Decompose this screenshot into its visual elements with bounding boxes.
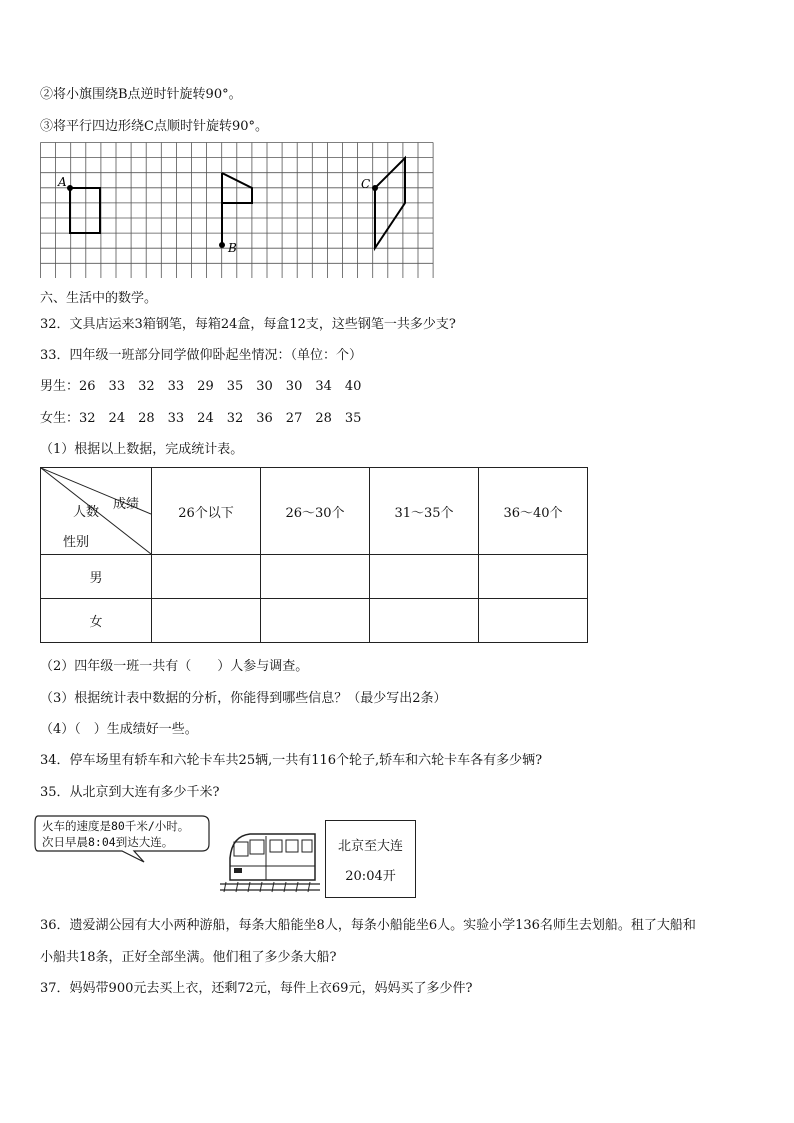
label-b: B — [228, 241, 237, 255]
question-34: 34．停车场里有轿车和六轮卡车共25辆,一共有116个轮子,轿车和六轮卡车各有多少辆? — [40, 753, 543, 768]
instruction-rotate-parallelogram: ③将平行四边形绕C点顺时针旋转90°。 — [40, 119, 268, 134]
bubble-line-2: 次日早晨8:04到达大连。 — [42, 835, 174, 849]
question-33-part-2: （2）四年级一班一共有（ ）人参与调查。 — [40, 659, 309, 674]
instruction-rotate-flag: ②将小旗围绕B点逆时针旋转90°。 — [40, 87, 242, 102]
question-33: 33．四年级一班部分同学做仰卧起坐情况：（单位：个） — [40, 348, 363, 363]
answer-cell[interactable] — [152, 599, 261, 643]
departure-sign — [325, 820, 416, 898]
answer-cell[interactable] — [370, 599, 479, 643]
question-32: 32．文具店运来3箱钢笔，每箱24盒，每盒12支，这些钢笔一共多少支? — [40, 317, 456, 332]
statistics-table — [40, 467, 588, 643]
train-icon — [220, 828, 322, 896]
header-gender-label: 性别 — [63, 535, 90, 550]
answer-cell[interactable] — [152, 555, 261, 599]
answer-cell[interactable] — [261, 555, 370, 599]
question-33-part-3: （3）根据统计表中数据的分析，你能得到哪些信息？（最少写出2条） — [40, 691, 447, 706]
column-header: 36～40个 — [479, 468, 588, 555]
answer-cell[interactable] — [479, 555, 588, 599]
section-six-title: 六、生活中的数学。 — [40, 291, 158, 306]
girls-data: 女生：32 24 28 33 24 32 36 27 28 35 — [40, 411, 362, 426]
question-36-line-1: 36．遗爱湖公园有大小两种游船，每条大船能坐8人，每条小船能坐6人。实验小学136名师生去划船。租了大船和 — [40, 918, 696, 933]
question-33-part-4: （4）（ ）生成绩好一些。 — [40, 722, 198, 737]
column-header: 26个以下 — [152, 468, 261, 555]
label-c: C — [361, 177, 371, 191]
row-header-boys: 男 — [41, 555, 152, 599]
sign-route: 北京至大连 — [337, 839, 403, 854]
header-score-label: 成绩 — [113, 497, 140, 512]
point-c — [372, 185, 378, 191]
rectangle-shape — [70, 188, 100, 233]
point-b — [219, 242, 225, 248]
header-count-label: 人数 — [73, 505, 100, 520]
row-header-girls: 女 — [41, 599, 152, 643]
question-33-part-1: （1）根据以上数据，完成统计表。 — [40, 442, 244, 457]
rotation-grid-figure — [40, 142, 436, 282]
label-a: A — [58, 175, 67, 189]
table-row — [41, 555, 588, 599]
question-35: 35．从北京到大连有多少千米? — [40, 785, 220, 800]
question-36-line-2: 小船共18条，正好全部坐满。他们租了多少条大船? — [40, 950, 337, 965]
diagonal-header-cell — [41, 468, 152, 555]
table-row — [41, 599, 588, 643]
boys-data: 男生：26 33 32 33 29 35 30 30 34 40 — [40, 379, 362, 394]
point-a — [67, 185, 73, 191]
speech-bubble — [34, 814, 214, 868]
answer-cell[interactable] — [370, 555, 479, 599]
column-header: 31～35个 — [370, 468, 479, 555]
answer-cell[interactable] — [261, 599, 370, 643]
column-header: 26～30个 — [261, 468, 370, 555]
question-37: 37．妈妈带900元去买上衣，还剩72元，每件上衣69元，妈妈买了多少件? — [40, 981, 473, 996]
sign-departure-time: 20:04开 — [345, 869, 396, 884]
bubble-line-1: 火车的速度是80千米/小时。 — [42, 819, 190, 833]
table-header-row — [41, 468, 588, 555]
answer-cell[interactable] — [479, 599, 588, 643]
